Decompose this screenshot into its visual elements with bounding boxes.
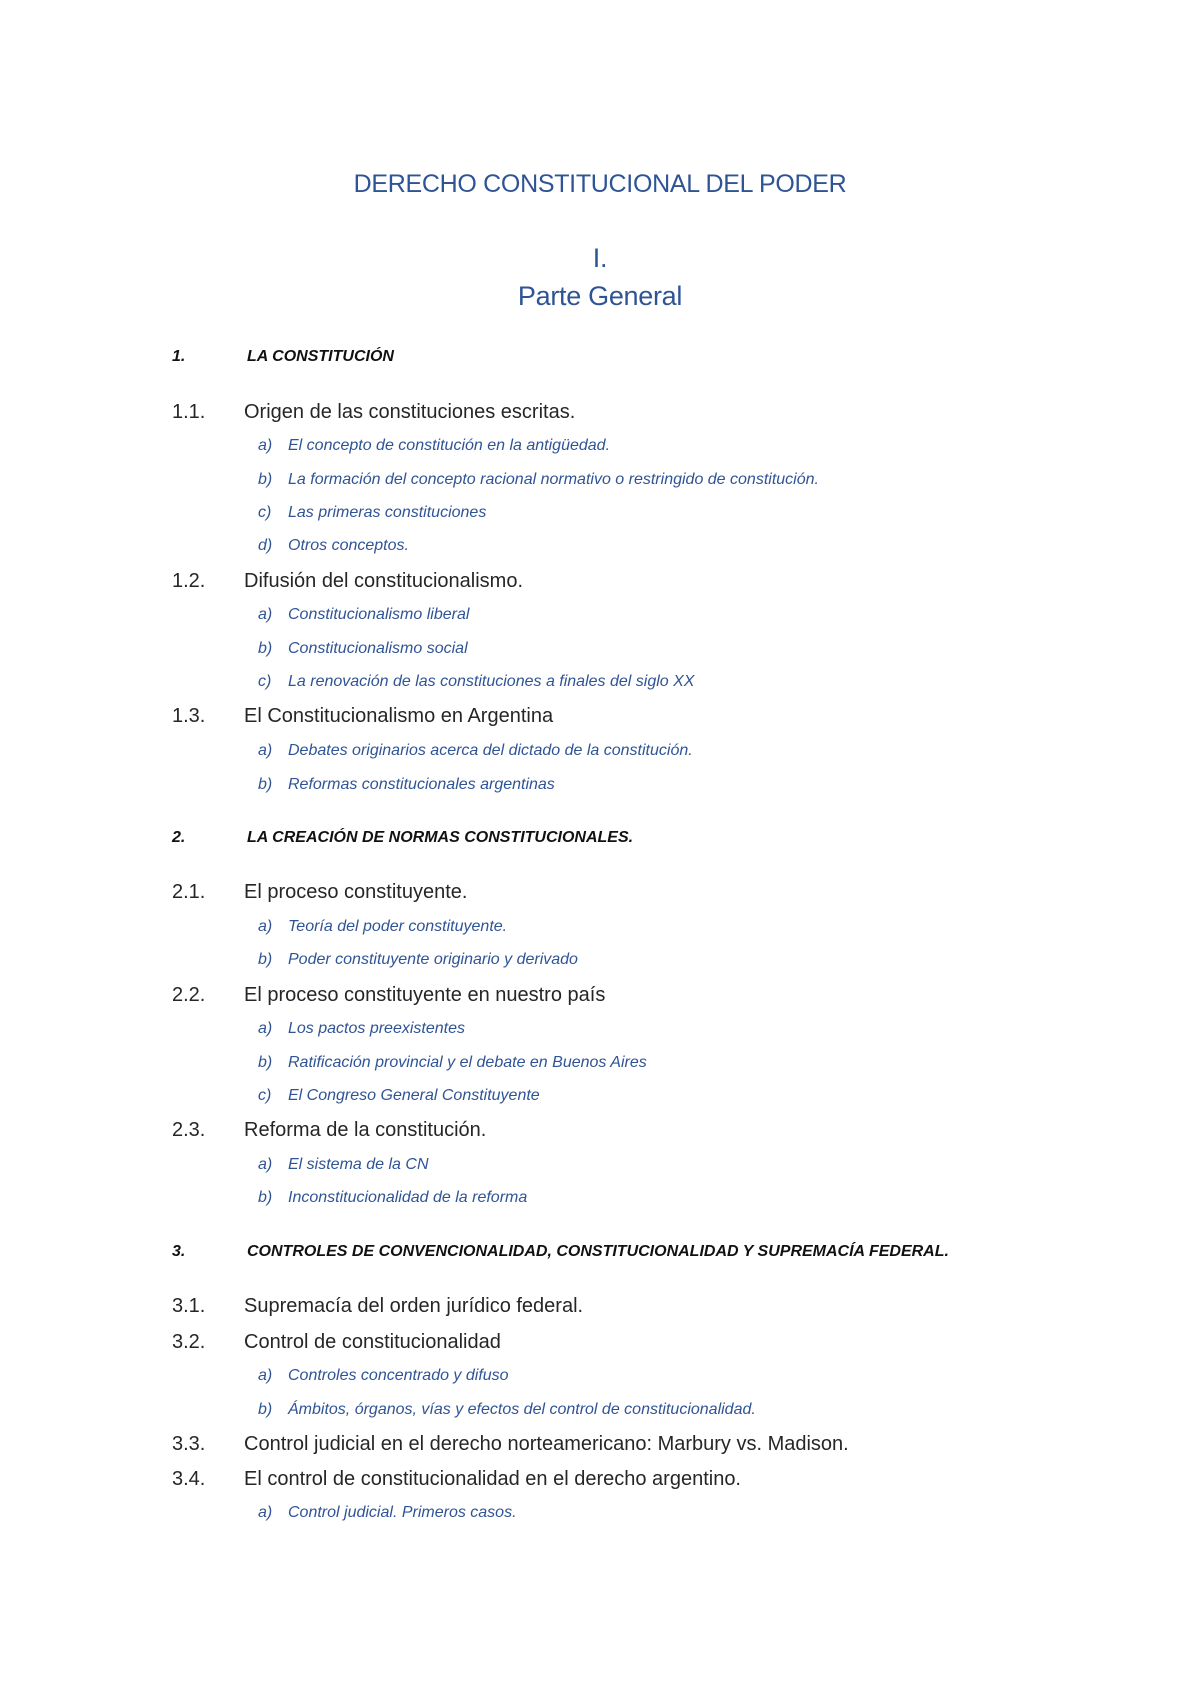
section-title: CONTROLES DE CONVENCIONALIDAD, CONSTITUCIONALIDAD Y SUPREMACÍA FEDERAL. [247, 1243, 949, 1260]
list-item [258, 471, 819, 489]
item-letter: a) [258, 606, 273, 623]
subsection-number: 3.2. [172, 1331, 206, 1353]
subsection-number: 2.1. [172, 881, 206, 903]
part-title: Parte General [517, 281, 683, 311]
item-text: Ratificación provincial y el debate en Buenos Aires [288, 1054, 647, 1071]
item-text: La formación del concepto racional normativo o restringido de constitución. [288, 471, 819, 488]
subsection-heading [172, 881, 467, 904]
subsection-number: 1.2. [172, 570, 206, 592]
item-letter: a) [258, 918, 273, 935]
part-number: I. [592, 243, 608, 273]
subsection-heading [172, 1331, 501, 1354]
item-text: Reformas constitucionales argentinas [288, 776, 555, 793]
section-heading [172, 348, 394, 366]
item-letter: b) [258, 776, 273, 793]
list-item [258, 606, 469, 624]
item-letter: b) [258, 640, 273, 657]
subsection-heading [172, 1468, 741, 1491]
item-text: Constitucionalismo liberal [288, 606, 470, 623]
subsection-number: 3.4. [172, 1468, 206, 1490]
item-text: Ámbitos, órganos, vías y efectos del control de constitucionalidad. [288, 1401, 756, 1418]
list-item [258, 918, 507, 936]
subsection-number: 3.3. [172, 1433, 206, 1455]
document-title: DERECHO CONSTITUCIONAL DEL PODER [353, 170, 847, 198]
list-item [258, 776, 555, 794]
subsection-heading [172, 570, 523, 593]
list-item [258, 742, 693, 760]
item-text: Teoría del poder constituyente. [288, 918, 508, 935]
item-letter: b) [258, 1401, 273, 1418]
subsection-number: 1.1. [172, 401, 206, 423]
item-text: Constitucionalismo social [288, 640, 468, 657]
item-letter: b) [258, 951, 273, 968]
subsection-number: 2.2. [172, 984, 206, 1006]
item-text: Los pactos preexistentes [288, 1020, 465, 1037]
subsection-title: Reforma de la constitución. [244, 1119, 487, 1141]
subsection-number: 3.1. [172, 1295, 206, 1317]
item-text: Control judicial. Primeros casos. [288, 1504, 517, 1521]
item-text: El sistema de la CN [288, 1156, 429, 1173]
list-item [258, 1189, 527, 1207]
subsection-title: Control de constitucionalidad [244, 1331, 501, 1353]
item-letter: c) [258, 673, 272, 690]
subsection-title: El control de constitucionalidad en el derecho argentino. [244, 1468, 741, 1490]
item-letter: a) [258, 1367, 273, 1384]
item-letter: a) [258, 742, 273, 759]
subsection-heading [172, 1433, 849, 1456]
item-text: La renovación de las constituciones a finales del siglo XX [288, 673, 695, 690]
item-letter: c) [258, 1087, 272, 1104]
item-text: Controles concentrado y difuso [288, 1367, 509, 1384]
list-item [258, 640, 468, 658]
subsection-number: 2.3. [172, 1119, 206, 1141]
subsection-title: Control judicial en el derecho norteamericano: Marbury vs. Madison. [244, 1433, 849, 1455]
subsection-heading [172, 401, 575, 424]
list-item [258, 1020, 465, 1038]
item-letter: b) [258, 471, 273, 488]
section-heading [172, 829, 633, 847]
list-item [258, 504, 486, 522]
list-item [258, 537, 409, 555]
section-number: 1. [172, 348, 186, 365]
item-letter: a) [258, 437, 273, 454]
subsection-heading [172, 984, 605, 1007]
list-item [258, 437, 610, 455]
item-text: El concepto de constitución en la antigüedad. [288, 437, 611, 454]
item-letter: b) [258, 1189, 273, 1206]
item-letter: a) [258, 1504, 273, 1521]
section-heading [172, 1243, 949, 1261]
subsection-title: El proceso constituyente en nuestro país [244, 984, 606, 1006]
section-number: 2. [172, 829, 186, 846]
list-item [258, 1367, 509, 1385]
item-letter: d) [258, 537, 273, 554]
item-letter: a) [258, 1156, 273, 1173]
subsection-number: 1.3. [172, 705, 206, 727]
item-text: Inconstitucionalidad de la reforma [288, 1189, 528, 1206]
subsection-heading [172, 1295, 583, 1318]
item-text: Debates originarios acerca del dictado de la constitución. [288, 742, 693, 759]
subsection-title: El proceso constituyente. [244, 881, 468, 903]
section-title: LA CONSTITUCIÓN [247, 348, 394, 365]
item-letter: c) [258, 504, 272, 521]
item-letter: a) [258, 1020, 273, 1037]
section-number: 3. [172, 1243, 186, 1260]
subsection-title: Difusión del constitucionalismo. [244, 570, 524, 592]
item-text: El Congreso General Constituyente [288, 1087, 540, 1104]
list-item [258, 1401, 756, 1419]
item-letter: b) [258, 1054, 273, 1071]
subsection-title: El Constitucionalismo en Argentina [244, 705, 554, 727]
item-text: Las primeras constituciones [288, 504, 487, 521]
list-item [258, 1504, 517, 1522]
item-text: Otros conceptos. [288, 537, 409, 554]
list-item [258, 1054, 647, 1072]
subsection-heading [172, 705, 553, 728]
section-title: LA CREACIÓN DE NORMAS CONSTITUCIONALES. [247, 829, 634, 846]
list-item [258, 1087, 540, 1105]
subsection-title: Origen de las constituciones escritas. [244, 401, 576, 423]
list-item [258, 1156, 429, 1174]
subsection-heading [172, 1119, 486, 1142]
list-item [258, 951, 578, 969]
list-item [258, 673, 694, 691]
item-text: Poder constituyente originario y derivado [288, 951, 578, 968]
subsection-title: Supremacía del orden jurídico federal. [244, 1295, 584, 1317]
